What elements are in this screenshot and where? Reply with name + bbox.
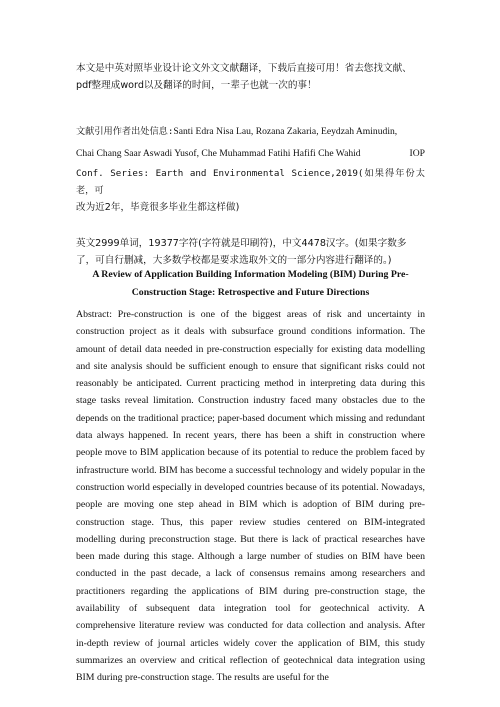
reference-iop: IOP	[409, 148, 425, 159]
abstract-section	[76, 306, 425, 687]
intro-line-1: 本文是中英对照毕业设计论文外文文献翻译，下载后直接可用！省去您找文献、	[76, 63, 412, 74]
title-line-2: Construction Stage: Retrospective and Future Directions	[131, 287, 370, 298]
wordcount-note	[76, 235, 425, 269]
reference-authors-line-1	[76, 121, 425, 143]
reference-authors-2: Chai Chang Saar Aswadi Yusof, Che Muhammad Fatihi Hafifi Che Wahid	[76, 148, 361, 159]
reference-note-2: 改为近2年，毕竟很多毕业生都这样做)	[76, 202, 240, 213]
wordcount-line-1: 英文2999单词，19377字符(字符就是印刷符)，中文4478汉字。(如果字数多	[76, 238, 407, 249]
intro-line-2: pdf整理成word以及翻译的时间，一辈子也就一次的事！	[76, 80, 317, 91]
reference-note-1: (如果得年份太老，可	[76, 168, 425, 196]
abstract-text: Abstract: Pre-construction is one of the biggest areas of risk and uncertainty in construction project as it deals with subsurface ground conditions information. The amount of detail data needed in pre-construction especially for existing data modelling and site analysis should be sufficient enough to ensure that significant risks could not reasonably be anticipated. Current practicing method in interpreting data during this stage tasks reveal limitation. Construction industry faced many obstacles due to the depends on the traditional practice; paper-based document which missing and redundant data always happened. In recent years, there has been a shift in construction where people move to BIM application because of its potential to reduce the problem faced by infrastructure world. BIM has become a successful technology and widely popular in the construction world especially in developed countries because of its potential. Nowadays, people are moving one step ahead in BIM which is adoption of BIM during pre-construction stage. Thus, this paper review studies centered on BIM-integrated modelling during preconstruction stage. But there is lack of practical researches have been made during this stage. Although a large number of studies on BIM have been conducted in the past decade, a lack of consensus remains among researchers and practitioners regarding the applications of BIM during pre-construction stage, the availability of subsequent data integration tool for geotechnical activity. A comprehensive literature review was conducted for data collection and analysis. After in-depth review of journal articles widely cover the application of BIM, this study summarizes an overview and critical reflection of geotechnical data integration using BIM during pre-construction stage. The results are useful for the	[76, 309, 425, 684]
paper-title	[76, 266, 425, 302]
reference-label: 文献引用作者出处信息:	[76, 126, 174, 137]
reference-authors-line-2	[76, 143, 425, 165]
intro-note	[76, 60, 425, 94]
reference-series-line	[76, 165, 425, 199]
reference-info	[76, 121, 425, 216]
reference-authors-1: Santi Edra Nisa Lau, Rozana Zakaria, Eeydzah Aminudin,	[173, 126, 398, 137]
wordcount-line-2: 了，可自行删减，大多数学校都是要求选取外文的一部分内容进行翻译的。)	[76, 255, 392, 266]
title-line-1: A Review of Application Building Information Modeling (BIM) During Pre-	[92, 269, 409, 280]
reference-series: Conf. Series: Earth and Environmental Science,2019	[76, 168, 358, 179]
